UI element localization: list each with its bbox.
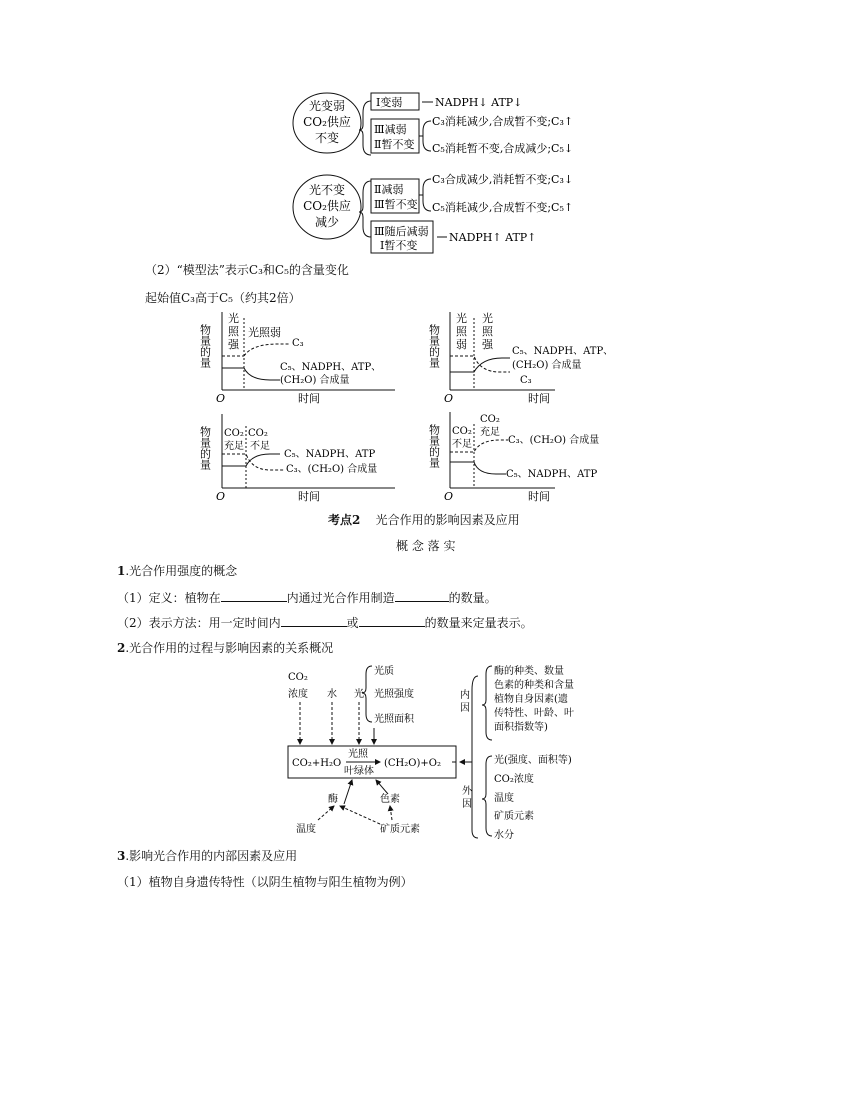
c1-lower-2: (CH₂O) 合成量 [280,375,350,386]
method-part-c: 的数量来定量表示。 [424,616,533,630]
section2-title: 光合作用的影响因素及应用 [375,513,520,527]
c2-cond-b-3: 强 [482,338,493,351]
light-co2-diagram [285,85,595,255]
item3-title: .影响光合作用的内部因素及应用 [125,849,298,863]
c4-cond-a-1: CO₂ [452,426,472,437]
item1-heading [117,563,237,579]
c4-x-label: 时间 [528,490,550,503]
pigment-label: 色素 [380,794,400,805]
c2-origin: O [444,392,454,405]
c2-y-label: 物量的量 [427,324,441,368]
internal-item-5: 面积指数等) [494,722,548,733]
c4-origin: O [444,490,454,503]
circle1-line1: 光变弱 [308,99,346,113]
c1-upper-label: C₃ [292,338,304,349]
light-intensity: 光照强度 [374,689,414,700]
factor-diagram [280,660,610,845]
blank-3[interactable] [281,614,347,627]
c2-cond-a-3: 弱 [456,338,467,351]
internal-item-3: 植物自身因素(遗 [494,694,568,705]
c4-cond-b-2: 充足 [480,427,500,438]
c1-lower-1: C₅、NADPH、ATP、 [280,362,382,373]
external-1: 外 [462,786,472,797]
c2-cond-a-2: 照 [456,325,467,338]
section2-number: 考点2 [328,513,361,527]
method-part-a: （2）表示方法：用一定时间内 [117,616,281,630]
item1-title: .光合作用强度的概念 [125,564,238,578]
box4-line1: Ⅲ随后减弱 [374,225,429,238]
def-part-b: 内通过光合作用制造 [286,591,395,605]
c3-y-label: 物量的量 [198,426,212,470]
c3-cond-a-1: CO₂ [224,428,244,439]
box3-line2: Ⅲ暂不变 [374,198,418,211]
blank-2[interactable] [395,589,449,602]
box2-line1: Ⅲ减弱 [374,123,407,136]
section2-subheading: 概 念 落 实 [396,539,456,553]
item3-number: 3 [117,849,126,863]
c2-cond-a-1: 光 [456,312,467,325]
item3-sub1: （1）植物自身遗传特性（以阴生植物与阳生植物为例） [117,875,413,889]
c3-upper: C₅、NADPH、ATP [284,449,376,460]
c1-cond-a-1: 光 [228,312,239,325]
water-label: 水 [327,689,337,700]
external-item-1: 光(强度、面积等) [494,755,572,766]
c2-upper-2: (CH₂O) 合成量 [512,360,582,371]
c3-cond-b-1: CO₂ [248,428,268,439]
model-section-subtitle: 起始值C₃高于C₅（约其2倍） [145,291,301,305]
item1-definition [117,589,497,606]
light-label: 光 [354,689,364,700]
row1-result: NADPH↓ ATP↓ [435,96,523,109]
item1-method [117,614,533,631]
c2-cond-b-2: 照 [482,325,493,338]
temperature-label: 温度 [296,824,316,835]
equation-right: (CH₂O)+O₂ [384,758,441,769]
box4-line2: Ⅰ暂不变 [380,239,418,252]
internal-item-1: 酶的种类、数量 [494,666,564,677]
co2-label-2: 浓度 [288,689,308,700]
blank-4[interactable] [359,614,425,627]
co2-label-1: CO₂ [288,672,308,683]
circle2-line1: 光不变 [308,183,346,197]
box2-line2: Ⅱ暂不变 [374,138,415,151]
circle2-line3: 减少 [314,215,340,229]
c1-x-label: 时间 [298,392,320,405]
c2-cond-b-1: 光 [482,312,493,325]
chart-4 [427,410,640,504]
c1-cond-a-2: 照 [228,325,239,338]
c2-lower: C₃ [520,375,532,386]
item1-number: 1 [117,564,126,578]
c1-cond-a-3: 强 [228,338,239,351]
external-item-2: CO₂浓度 [494,774,534,785]
c3-origin: O [216,490,226,503]
external-item-4: 矿质元素 [494,811,534,822]
internal-2: 因 [460,703,470,714]
internal-item-4: 传特性、叶龄、叶 [494,708,574,719]
def-part-c: 的数量。 [448,591,497,605]
c4-cond-b-1: CO₂ [480,414,500,425]
circle2-line2: CO₂供应 [303,199,351,213]
def-part-a: （1）定义：植物在 [117,591,221,605]
internal-item-2: 色素的种类和含量 [494,680,574,691]
internal-1: 内 [460,690,470,701]
item2-number: 2 [117,641,126,655]
c1-lower-line [222,368,280,380]
circle1-line2: CO₂供应 [303,115,351,129]
c3-cond-a-2: 充足 [224,441,244,452]
c3-lower: C₃、(CH₂O) 合成量 [286,464,378,475]
c1-origin: O [216,392,226,405]
c3-x-label: 时间 [298,490,320,503]
chart-3 [200,412,400,504]
chart-1 [200,310,400,410]
light-quality: 光质 [374,666,394,677]
chart-2 [427,310,640,410]
external-item-5: 水分 [494,830,514,841]
c1-upper-line [244,344,290,356]
item2-heading [117,640,333,656]
row2-result1: C₃消耗减少,合成暂不变;C₃↑ [432,115,574,128]
enzyme-label: 酶 [328,794,338,805]
row4-result: NADPH↑ ATP↑ [449,231,537,244]
equation-bottom: 叶绿体 [344,766,374,777]
box1-text: Ⅰ变弱 [376,96,403,109]
model-section-title: （2）“模型法”表示C₃和C₅的含量变化 [145,263,349,277]
row2-result2: C₅消耗暂不变,合成减少;C₅↓ [432,142,574,155]
c2-upper-1: C₅、NADPH、ATP、 [512,346,614,357]
c1-cond-b: 光照弱 [248,326,281,339]
row3-result1: C₃合成减少,消耗暂不变;C₃↓ [432,173,574,186]
c4-y-label: 物量的量 [427,424,441,468]
equation-top: 光照 [348,749,368,760]
item3-heading [117,848,297,864]
method-part-b: 或 [346,616,359,630]
section2-heading [328,512,520,528]
c2-x-label: 时间 [528,392,550,405]
mineral-label: 矿质元素 [380,824,420,835]
external-2: 因 [462,799,472,810]
external-item-3: 温度 [494,793,514,804]
equation-left: CO₂+H₂O [292,758,342,769]
circle1-line3: 不变 [314,131,340,145]
row3-result2: C₅消耗减少,合成暂不变;C₅↑ [432,201,574,214]
box3-line1: Ⅱ减弱 [374,183,404,196]
blank-1[interactable] [221,589,287,602]
c4-upper: C₃、(CH₂O) 合成量 [508,435,600,446]
item2-title: .光合作用的过程与影响因素的关系概况 [125,641,334,655]
c1-y-label: 物量的量 [198,324,212,368]
c3-cond-b-2: 不足 [250,441,270,452]
c4-cond-a-2: 不足 [452,439,472,450]
c4-lower: C₅、NADPH、ATP [506,469,598,480]
light-area: 光照面积 [374,714,414,725]
